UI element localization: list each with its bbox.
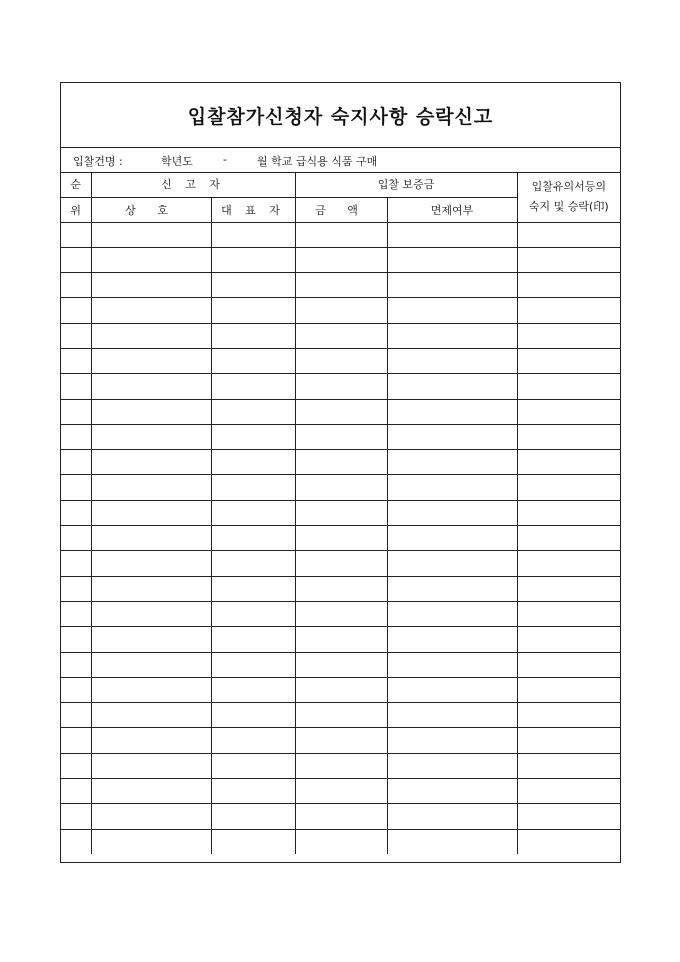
amount-cell[interactable] xyxy=(295,576,387,601)
amount-cell[interactable] xyxy=(295,450,387,475)
representative-cell[interactable] xyxy=(211,652,295,677)
exemption-cell[interactable] xyxy=(387,753,517,778)
rank-cell[interactable] xyxy=(61,804,91,829)
representative-cell[interactable] xyxy=(211,298,295,323)
rank-cell[interactable] xyxy=(61,222,91,247)
consent-cell[interactable] xyxy=(517,424,620,449)
table-row xyxy=(61,222,620,247)
title-box xyxy=(61,83,620,148)
representative-cell[interactable] xyxy=(211,829,295,854)
bid-name-row xyxy=(61,147,620,173)
rank-cell[interactable] xyxy=(61,475,91,500)
table-row xyxy=(61,627,620,652)
company-cell[interactable] xyxy=(91,222,211,247)
consent-cell[interactable] xyxy=(517,652,620,677)
rank-cell[interactable] xyxy=(61,273,91,298)
table-body xyxy=(61,222,620,854)
amount-cell[interactable] xyxy=(295,222,387,247)
consent-header-bottom: 숙지 및 승락(印) xyxy=(528,199,609,213)
rank-cell[interactable] xyxy=(61,374,91,399)
bid-consent-form xyxy=(60,82,621,863)
consent-cell[interactable] xyxy=(517,753,620,778)
exemption-cell[interactable] xyxy=(387,728,517,753)
representative-cell[interactable] xyxy=(211,779,295,804)
exemption-cell[interactable] xyxy=(387,348,517,373)
company-cell[interactable] xyxy=(91,526,211,551)
rank-cell[interactable] xyxy=(61,247,91,272)
exemption-header: 면제여부 xyxy=(387,197,517,222)
company-cell[interactable] xyxy=(91,273,211,298)
exemption-cell[interactable] xyxy=(387,652,517,677)
consent-cell[interactable] xyxy=(517,374,620,399)
amount-cell[interactable] xyxy=(295,273,387,298)
amount-cell[interactable] xyxy=(295,247,387,272)
rank-header-bottom: 위 xyxy=(61,197,91,222)
company-cell[interactable] xyxy=(91,374,211,399)
table-row xyxy=(61,728,620,753)
representative-cell[interactable] xyxy=(211,576,295,601)
rank-cell[interactable] xyxy=(61,627,91,652)
exemption-cell[interactable] xyxy=(387,677,517,702)
consent-cell[interactable] xyxy=(517,298,620,323)
rank-cell[interactable] xyxy=(61,829,91,854)
applicant-table xyxy=(61,172,620,854)
amount-cell[interactable] xyxy=(295,804,387,829)
exemption-cell[interactable] xyxy=(387,424,517,449)
consent-cell[interactable] xyxy=(517,677,620,702)
amount-cell[interactable] xyxy=(295,627,387,652)
company-cell[interactable] xyxy=(91,323,211,348)
table-row xyxy=(61,779,620,804)
rank-cell[interactable] xyxy=(61,728,91,753)
rank-cell[interactable] xyxy=(61,450,91,475)
representative-cell[interactable] xyxy=(211,424,295,449)
exemption-cell[interactable] xyxy=(387,627,517,652)
rank-cell[interactable] xyxy=(61,424,91,449)
amount-cell[interactable] xyxy=(295,652,387,677)
amount-cell[interactable] xyxy=(295,323,387,348)
representative-cell[interactable] xyxy=(211,348,295,373)
amount-cell[interactable] xyxy=(295,500,387,525)
header-row-1 xyxy=(61,172,620,197)
consent-cell[interactable] xyxy=(517,500,620,525)
amount-cell[interactable] xyxy=(295,399,387,424)
amount-header: 금 액 xyxy=(295,197,387,222)
table-row xyxy=(61,551,620,576)
table-row xyxy=(61,298,620,323)
representative-cell[interactable] xyxy=(211,475,295,500)
rank-cell[interactable] xyxy=(61,779,91,804)
exemption-cell[interactable] xyxy=(387,703,517,728)
company-cell[interactable] xyxy=(91,728,211,753)
bid-name-label: 입찰건명 : xyxy=(73,155,123,168)
consent-cell[interactable] xyxy=(517,450,620,475)
representative-cell[interactable] xyxy=(211,677,295,702)
exemption-cell[interactable] xyxy=(387,500,517,525)
deposit-header: 입찰 보증금 xyxy=(295,172,517,197)
table-row xyxy=(61,500,620,525)
consent-cell[interactable] xyxy=(517,829,620,854)
consent-cell[interactable] xyxy=(517,551,620,576)
representative-cell[interactable] xyxy=(211,526,295,551)
rank-cell[interactable] xyxy=(61,652,91,677)
company-cell[interactable] xyxy=(91,779,211,804)
representative-cell[interactable] xyxy=(211,399,295,424)
table-row xyxy=(61,703,620,728)
consent-cell[interactable] xyxy=(517,273,620,298)
amount-cell[interactable] xyxy=(295,728,387,753)
company-cell[interactable] xyxy=(91,576,211,601)
table-row xyxy=(61,677,620,702)
consent-cell[interactable] xyxy=(517,576,620,601)
consent-cell[interactable] xyxy=(517,475,620,500)
table-row xyxy=(61,804,620,829)
amount-cell[interactable] xyxy=(295,526,387,551)
rank-cell[interactable] xyxy=(61,677,91,702)
table-row xyxy=(61,526,620,551)
table-row xyxy=(61,829,620,854)
company-cell[interactable] xyxy=(91,500,211,525)
amount-cell[interactable] xyxy=(295,779,387,804)
company-cell[interactable] xyxy=(91,753,211,778)
representative-cell[interactable] xyxy=(211,222,295,247)
representative-cell[interactable] xyxy=(211,551,295,576)
rank-cell[interactable] xyxy=(61,576,91,601)
amount-cell[interactable] xyxy=(295,475,387,500)
exemption-cell[interactable] xyxy=(387,374,517,399)
table-row xyxy=(61,399,620,424)
table-row xyxy=(61,374,620,399)
amount-cell[interactable] xyxy=(295,753,387,778)
bid-subject: 월 학교 급식용 식품 구매 xyxy=(257,155,378,168)
company-cell[interactable] xyxy=(91,348,211,373)
representative-cell[interactable] xyxy=(211,450,295,475)
rank-cell[interactable] xyxy=(61,500,91,525)
exemption-cell[interactable] xyxy=(387,804,517,829)
exemption-cell[interactable] xyxy=(387,247,517,272)
school-year-label: 학년도 xyxy=(161,155,193,168)
amount-cell[interactable] xyxy=(295,829,387,854)
consent-cell[interactable] xyxy=(517,348,620,373)
exemption-cell[interactable] xyxy=(387,829,517,854)
company-cell[interactable] xyxy=(91,424,211,449)
representative-cell[interactable] xyxy=(211,804,295,829)
amount-cell[interactable] xyxy=(295,601,387,626)
table-row xyxy=(61,652,620,677)
applicant-header: 신 고 자 xyxy=(91,172,295,197)
exemption-cell[interactable] xyxy=(387,601,517,626)
exemption-cell[interactable] xyxy=(387,298,517,323)
rank-cell[interactable] xyxy=(61,348,91,373)
consent-cell[interactable] xyxy=(517,728,620,753)
rank-cell[interactable] xyxy=(61,601,91,626)
amount-cell[interactable] xyxy=(295,298,387,323)
table-row xyxy=(61,323,620,348)
exemption-cell[interactable] xyxy=(387,222,517,247)
rank-cell[interactable] xyxy=(61,753,91,778)
consent-cell[interactable] xyxy=(517,526,620,551)
representative-cell[interactable] xyxy=(211,601,295,626)
table-row xyxy=(61,601,620,626)
exemption-cell[interactable] xyxy=(387,323,517,348)
company-cell[interactable] xyxy=(91,450,211,475)
representative-cell[interactable] xyxy=(211,703,295,728)
representative-cell[interactable] xyxy=(211,627,295,652)
page-title: 입찰참가신청자 숙지사항 승락신고 xyxy=(187,106,494,128)
company-cell[interactable] xyxy=(91,804,211,829)
consent-header xyxy=(517,172,620,222)
representative-cell[interactable] xyxy=(211,273,295,298)
table-row xyxy=(61,450,620,475)
representative-cell[interactable] xyxy=(211,247,295,272)
table-row xyxy=(61,424,620,449)
consent-cell[interactable] xyxy=(517,703,620,728)
consent-cell[interactable] xyxy=(517,779,620,804)
exemption-cell[interactable] xyxy=(387,475,517,500)
exemption-cell[interactable] xyxy=(387,450,517,475)
amount-cell[interactable] xyxy=(295,424,387,449)
consent-cell[interactable] xyxy=(517,601,620,626)
rank-cell[interactable] xyxy=(61,298,91,323)
consent-cell[interactable] xyxy=(517,399,620,424)
company-cell[interactable] xyxy=(91,829,211,854)
rank-cell[interactable] xyxy=(61,703,91,728)
consent-cell[interactable] xyxy=(517,323,620,348)
company-cell[interactable] xyxy=(91,703,211,728)
representative-cell[interactable] xyxy=(211,374,295,399)
dash-separator: - xyxy=(223,153,227,166)
consent-header-top: 입찰유의서등의 xyxy=(531,179,606,193)
company-cell[interactable] xyxy=(91,677,211,702)
rank-cell[interactable] xyxy=(61,526,91,551)
exemption-cell[interactable] xyxy=(387,399,517,424)
representative-cell[interactable] xyxy=(211,500,295,525)
amount-cell[interactable] xyxy=(295,677,387,702)
company-cell[interactable] xyxy=(91,627,211,652)
exemption-cell[interactable] xyxy=(387,576,517,601)
company-cell[interactable] xyxy=(91,551,211,576)
company-cell[interactable] xyxy=(91,652,211,677)
exemption-cell[interactable] xyxy=(387,779,517,804)
amount-cell[interactable] xyxy=(295,374,387,399)
representative-cell[interactable] xyxy=(211,323,295,348)
rank-header-top: 순 xyxy=(61,172,91,197)
company-cell[interactable] xyxy=(91,475,211,500)
amount-cell[interactable] xyxy=(295,551,387,576)
consent-cell[interactable] xyxy=(517,804,620,829)
representative-header: 대 표 자 xyxy=(211,197,295,222)
rank-cell[interactable] xyxy=(61,399,91,424)
consent-cell[interactable] xyxy=(517,247,620,272)
table-row xyxy=(61,753,620,778)
consent-cell[interactable] xyxy=(517,222,620,247)
company-cell[interactable] xyxy=(91,399,211,424)
table-row xyxy=(61,475,620,500)
company-header: 상 호 xyxy=(91,197,211,222)
exemption-cell[interactable] xyxy=(387,551,517,576)
exemption-cell[interactable] xyxy=(387,526,517,551)
representative-cell[interactable] xyxy=(211,753,295,778)
consent-cell[interactable] xyxy=(517,627,620,652)
amount-cell[interactable] xyxy=(295,348,387,373)
exemption-cell[interactable] xyxy=(387,273,517,298)
rank-cell[interactable] xyxy=(61,323,91,348)
representative-cell[interactable] xyxy=(211,728,295,753)
table-row xyxy=(61,348,620,373)
table-row xyxy=(61,576,620,601)
company-cell[interactable] xyxy=(91,247,211,272)
table-row xyxy=(61,247,620,272)
amount-cell[interactable] xyxy=(295,703,387,728)
rank-cell[interactable] xyxy=(61,551,91,576)
company-cell[interactable] xyxy=(91,601,211,626)
table-row xyxy=(61,273,620,298)
company-cell[interactable] xyxy=(91,298,211,323)
